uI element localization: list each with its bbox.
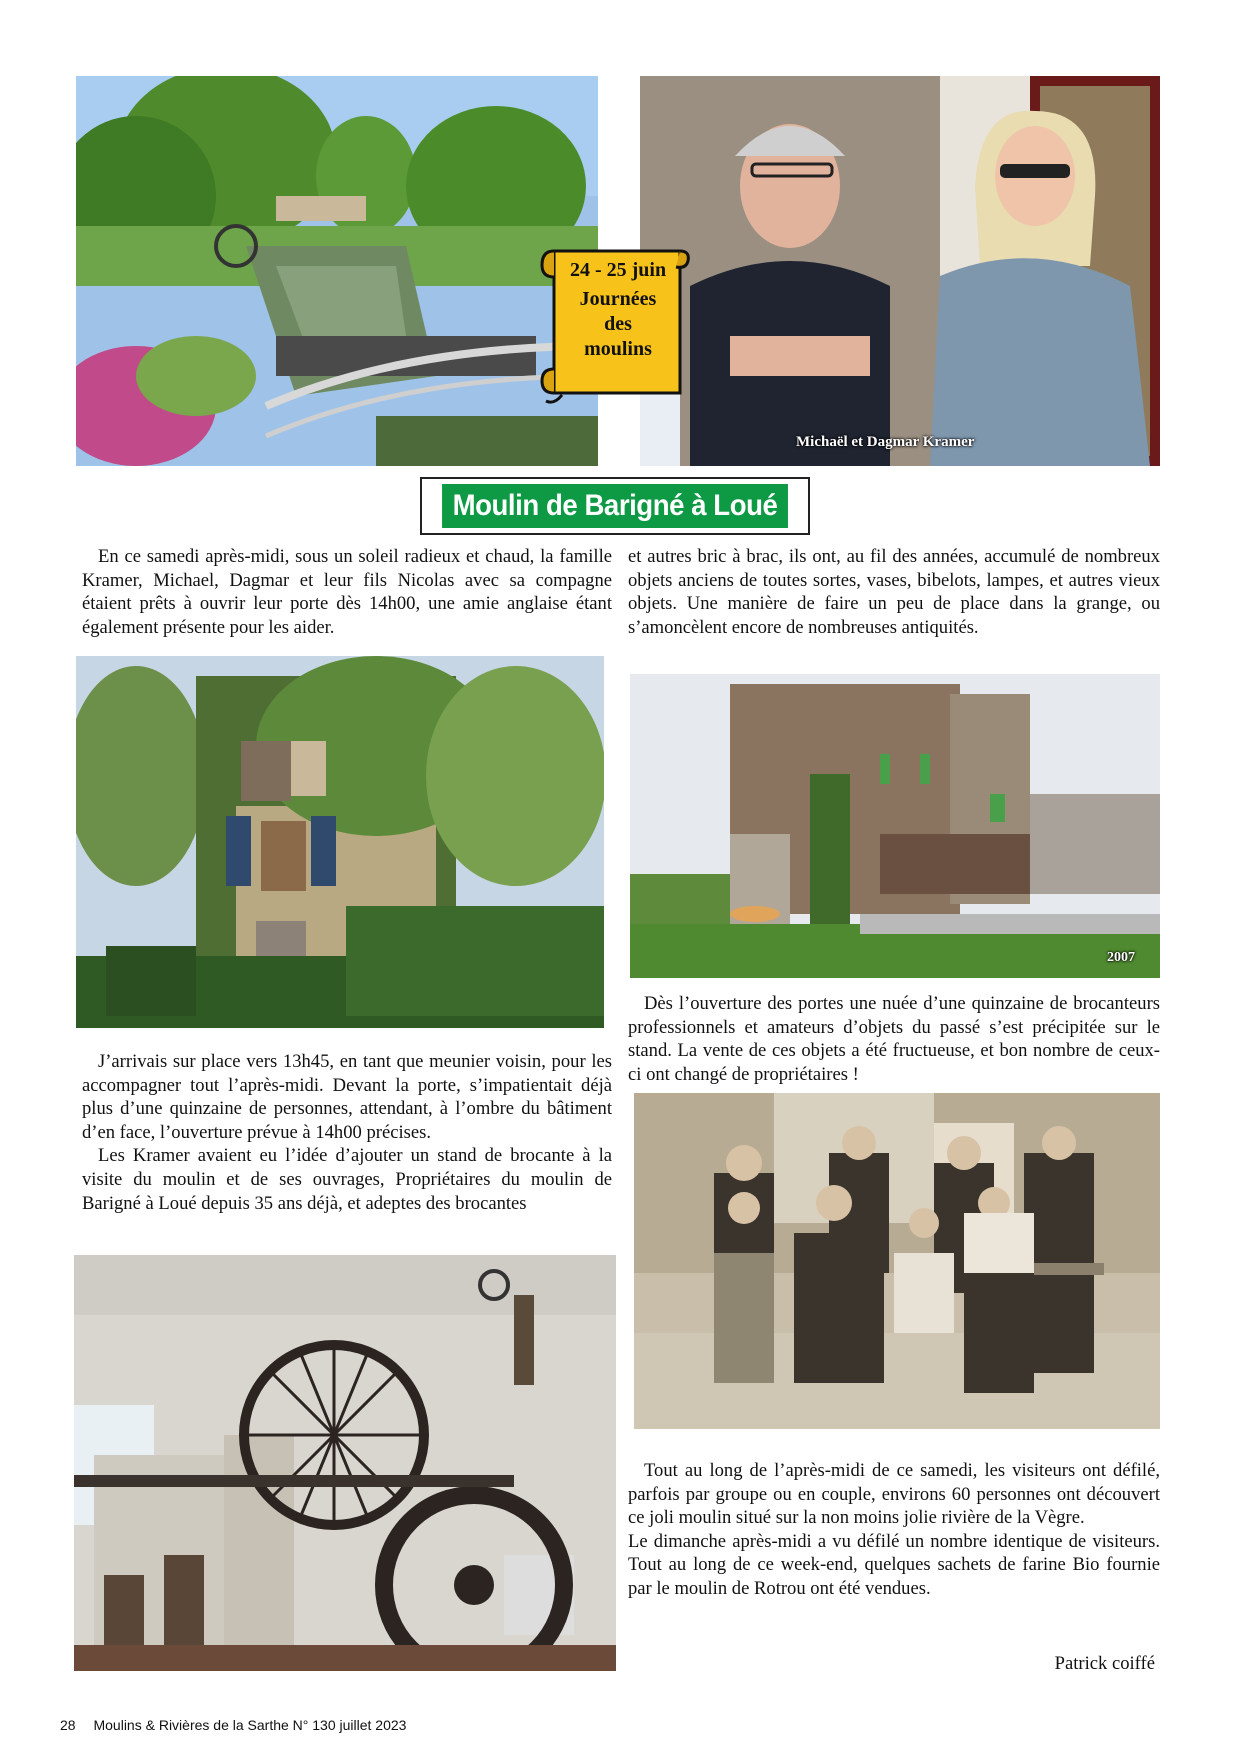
photo-kramer-couple	[640, 76, 1160, 466]
journees-banner	[556, 258, 680, 362]
paragraph: Tout au long de l’après-midi de ce samedi, les visiteurs ont défilé, parfois par groupe ou en couple, environs 60 personnes ont découvert ce joli moulin situé sur la non moins jolie rivière de la Vègre.	[628, 1460, 1160, 1529]
right-column-middle	[628, 992, 1160, 1086]
right-column-top	[628, 545, 1160, 639]
banner-line3: moulins	[584, 338, 652, 360]
paragraph: En ce samedi après-midi, sous un soleil radieux et chaud, la famille Kramer, Michael, Dagmar et leur fils Nicolas avec sa compagne étaient prêts à ouvrir leur porte dès 14h00, une amie anglaise étant également présente pour les aider.	[82, 546, 612, 638]
page-footer	[60, 1717, 406, 1733]
paragraph: J’arrivais sur place vers 13h45, en tant que meunier voisin, pour les accompagner tout l’après-midi. Devant la porte, s’impatientait déjà plus d’une quinzaine de personnes, attendant, à l’ombre du bâtiment d’en face, l’ouverture prévue à 14h00 précises.	[82, 1051, 612, 1143]
right-column-bottom	[628, 1459, 1160, 1601]
portrait-caption: Michaël et Dagmar Kramer	[796, 434, 975, 450]
photo-ivy-mill	[76, 656, 604, 1028]
photo-year-caption: 2007	[1107, 950, 1135, 965]
photo-mill-2007	[630, 674, 1160, 978]
paragraph: Le dimanche après-midi a vu défilé un nombre identique de visiteurs. Tout au long de ce week-end, quelques sachets de farine Bio fournie par le moulin de Rotrou ont été vendues.	[628, 1530, 1160, 1599]
paragraph: Les Kramer avaient eu l’idée d’ajouter un stand de brocante à la visite du moulin et de ses ouvrages, Propriétaires du moulin de Barigné à Loué depuis 35 ans déjà, et adeptes des brocantes	[82, 1145, 612, 1214]
paragraph: et autres bric à brac, ils ont, au fil des années, accumulé de nombreux objets anciens de toutes sortes, vases, bibelots, lampes, et autres vieux objets. Une manière de faire un peu de place dans la grange, ou s’amoncèlent encore de nombreuses antiquités.	[628, 546, 1160, 638]
photo-mill-machinery	[74, 1255, 616, 1671]
banner-dates: 24 - 25 juin	[569, 259, 667, 281]
article-title: Moulin de Barigné à Loué	[442, 484, 788, 528]
author-signature: Patrick coiffé	[1054, 1653, 1155, 1674]
photo-river-garden	[76, 76, 598, 466]
left-column-top	[82, 545, 612, 639]
page-number: 28	[60, 1717, 76, 1733]
publication-name: Moulins & Rivières de la Sarthe N° 130 juillet 2023	[93, 1717, 407, 1733]
banner-line2: des	[604, 313, 632, 335]
photo-historic-group	[634, 1093, 1160, 1429]
paragraph: Dès l’ouverture des portes une nuée d’une quinzaine de brocanteurs professionnels et amateurs d’objets du passé s’est précipitée sur le stand. La vente de ces objets a été fructueuse, et bon nombre de ceux-ci ont changé de propriétaires !	[628, 993, 1160, 1085]
article-title-box	[420, 477, 810, 535]
left-column-middle	[82, 1050, 612, 1215]
banner-line1: Journées	[579, 288, 657, 310]
